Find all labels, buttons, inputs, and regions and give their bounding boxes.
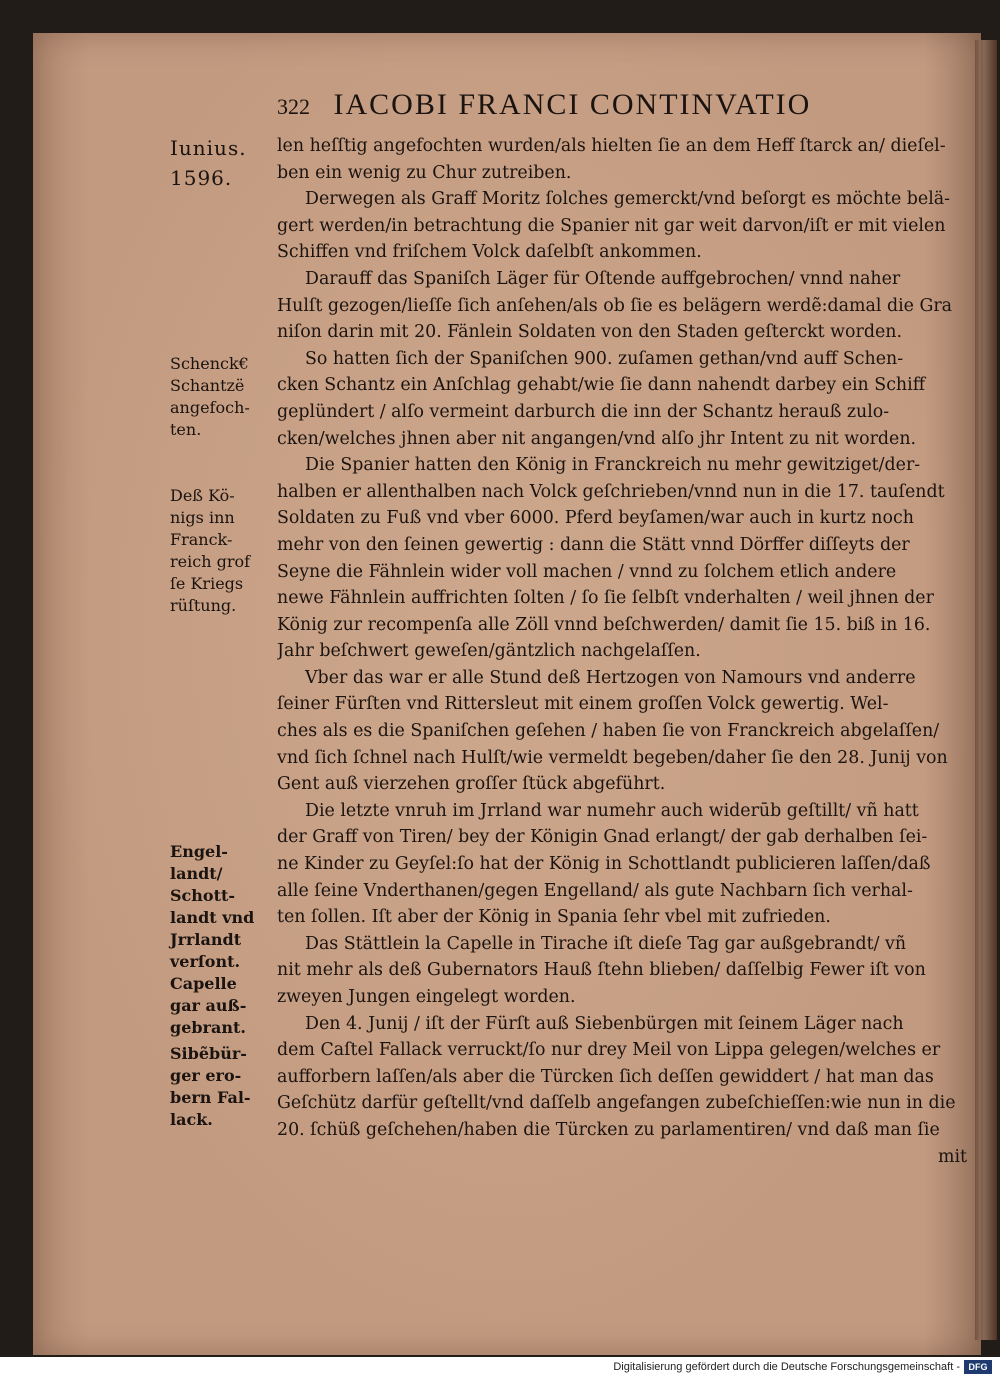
margin-note-line: rüſtung.: [170, 596, 237, 615]
text-line: vnd ſich ſchnel nach Hulſt/wie vermeldt begeben/daher ſie den 28. Junij von: [277, 747, 948, 768]
text-line: Den 4. Junij / iſt der Fürſt auß Siebenbürgen mit ſeinem Läger nach: [305, 1013, 904, 1034]
text-line: mehr von den ſeinen gewertig : dann die Stätt vnnd Dörffer diſſeyts der: [277, 534, 910, 555]
margin-note-line: Schott-: [170, 886, 236, 905]
text-line: alle ſeine Vnderthanen/gegen Engelland/ als gute Nachbarn ſich verhal-: [277, 880, 913, 901]
margin-note-line: Deß Kö-: [170, 486, 235, 505]
margin-note-engelland: [170, 841, 275, 973]
text-line: So hatten ſich der Spaniſchen 900. zuſamen gethan/vnd auff Schen-: [305, 348, 904, 369]
margin-note-schenck: [170, 353, 275, 441]
running-header: [277, 88, 937, 128]
text-line: König zur recompenſa alle Zöll vnnd beſchwerden/ damit ſie 15. biß in 16.: [277, 614, 931, 635]
margin-note-line: verſont.: [170, 952, 241, 971]
text-line: niſon darin mit 20. Fänlein Soldaten von den Staden geſterckt worden.: [277, 322, 902, 343]
margin-note-koenig: [170, 485, 275, 617]
text-line: cken Schantz ein Anſchlag gehabt/wie ſie dann nahendt darbey ein Schiff: [277, 375, 926, 396]
text-line: Das Stättlein la Capelle in Tirache iſt dieſe Tag gar außgebrandt/ vñ: [305, 933, 907, 954]
margin-note-line: 1596.: [170, 166, 233, 190]
margin-note-line: bern Fal-: [170, 1088, 251, 1107]
text-line: ben ein wenig zu Chur zutreiben.: [277, 162, 572, 183]
text-line: Die letzte vnruh im Jrrland war numehr auch widerūb geſtillt/ vñ hatt: [305, 800, 919, 821]
text-line: Derwegen als Graff Moritz ſolches gemerckt/vnd beſorgt es möchte belä-: [305, 189, 951, 210]
text-line: zweyen Jungen eingelegt worden.: [277, 987, 576, 1007]
text-line: newe Fähnlein auffrichten ſolten / ſo ſie ſelbſt vnderhalten / weil jhnen der: [277, 588, 934, 609]
text-line: Schiffen vnd friſchem Volck daſelbſt ankommen.: [277, 242, 702, 263]
margin-note-line: Franck-: [170, 530, 233, 549]
margin-note-line: Iunius.: [170, 136, 247, 160]
margin-note-line: angefoch-: [170, 398, 250, 417]
margin-note-line: Capelle: [170, 974, 237, 993]
margin-note-line: gebrant.: [170, 1018, 246, 1037]
margin-note-line: gar auß-: [170, 996, 247, 1015]
text-line: aufforbern laſſen/als aber die Türcken ſich deſſen gewiddert / hat man das: [277, 1066, 934, 1087]
text-line: Die Spanier hatten den König in Franckreich nu mehr gewitziget/der-: [305, 455, 921, 476]
text-line: halben er allenthalben nach Volck geſchrieben/vnnd nun in die 17. tauſendt: [277, 481, 945, 502]
margin-note-line: nigs inn: [170, 508, 235, 527]
funding-credit: Digitalisierung gefördert durch die Deutsche Forschungsgemeinschaft -: [613, 1361, 960, 1373]
text-line: ches als es die Spaniſchen geſehen / haben ſie von Franckreich abgelaſſen/: [277, 721, 940, 742]
margin-note-sibenbuerger: [170, 1043, 275, 1131]
margin-note-line: Schantzë: [170, 376, 245, 395]
margin-note-date: [170, 133, 275, 193]
text-line: geplündert / alſo vermeint darburch die inn der Schantz herauß zulo-: [277, 401, 890, 422]
text-line: cken/welches jhnen aber nit angangen/vnd alſo jhr Intent zu nit worden.: [277, 428, 917, 449]
text-line: Hulſt gezogen/lieſſe ſich anſehen/als ob ſie es belägern werdẽ:damal die Gra: [277, 295, 953, 316]
running-title: IACOBI FRANCI CONTINVATIO: [333, 88, 812, 121]
margin-note-line: lack.: [170, 1110, 213, 1129]
margin-note-capelle: [170, 973, 275, 1039]
text-line: nit mehr als deß Gubernators Hauß ſtehn blieben/ daſſelbig Fewer iſt von: [277, 960, 926, 981]
margin-note-line: Sibẽbür-: [170, 1044, 247, 1063]
margin-note-line: Jrrlandt: [170, 930, 242, 949]
margin-note-line: Engel-: [170, 842, 228, 861]
text-line: ne Kinder zu Geyſel:ſo hat der König in Schottlandt publicieren laſſen/daß: [277, 854, 931, 875]
text-line: Jahr beſchwert geweſen/gäntzlich nachgelaſſen.: [277, 641, 701, 662]
text-line: gert werden/in betrachtung die Spanier nit gar weit darvon/iſt er mit vielen: [277, 215, 946, 236]
dfg-logo-icon: DFG: [964, 1360, 992, 1374]
text-line: ten ſollen. Iſt aber der König in Spania ſehr vbel mit zufrieden.: [277, 907, 831, 928]
margin-note-line: reich grof: [170, 552, 251, 571]
text-line: Seyne die Fähnlein wider voll machen / vnnd zu ſolchem etlich andere: [277, 561, 897, 582]
text-line: Darauff das Spaniſch Läger für Oſtende auffgebrochen/ vnnd naher: [305, 268, 901, 289]
text-line: len heſſtig angefochten wurden/als hielten ſie an dem Heff ſtarck an/ dieſel-: [277, 136, 946, 156]
text-line: Vber das war er alle Stund deß Hertzogen von Namours vnd anderre: [305, 667, 916, 688]
margin-note-line: Schenck€: [170, 354, 249, 373]
margin-note-line: landt/: [170, 864, 223, 883]
text-line: Gent auß vierzehen groſſer ſtück abgeführt.: [277, 774, 666, 795]
margin-note-line: ſe Kriegs: [170, 574, 244, 593]
page-number: 322: [277, 94, 310, 119]
text-line: Geſchütz darfür geſtellt/vnd daſſelb angefangen zubeſchieſſen:wie nun in die: [277, 1093, 956, 1114]
text-line: dem Caſtel Fallack verruckt/ſo nur drey Meil von Lippa gelegen/welches er: [277, 1040, 941, 1061]
margin-note-line: ten.: [170, 420, 202, 439]
text-line: der Graff von Tiren/ bey der Königin Gnad erlangt/ der gab derhalben ſei-: [277, 827, 928, 848]
text-line: ſeiner Fürſten vnd Rittersleut mit einem groſſen Volck gewertig. Wel-: [277, 694, 889, 715]
margin-note-line: ger ero-: [170, 1066, 242, 1085]
page-edge: [975, 40, 997, 1340]
text-line: 20. ſchüß geſchehen/haben die Türcken zu parlamentiren/ vnd daß man ſie: [277, 1119, 940, 1140]
main-text-block: [277, 133, 967, 1170]
margin-note-line: landt vnd: [170, 908, 255, 927]
text-line: Soldaten zu Fuß vnd vber 6000. Pferd beyſamen/war auch in kurtz noch: [277, 508, 914, 529]
catchword: mit: [937, 1146, 967, 1167]
